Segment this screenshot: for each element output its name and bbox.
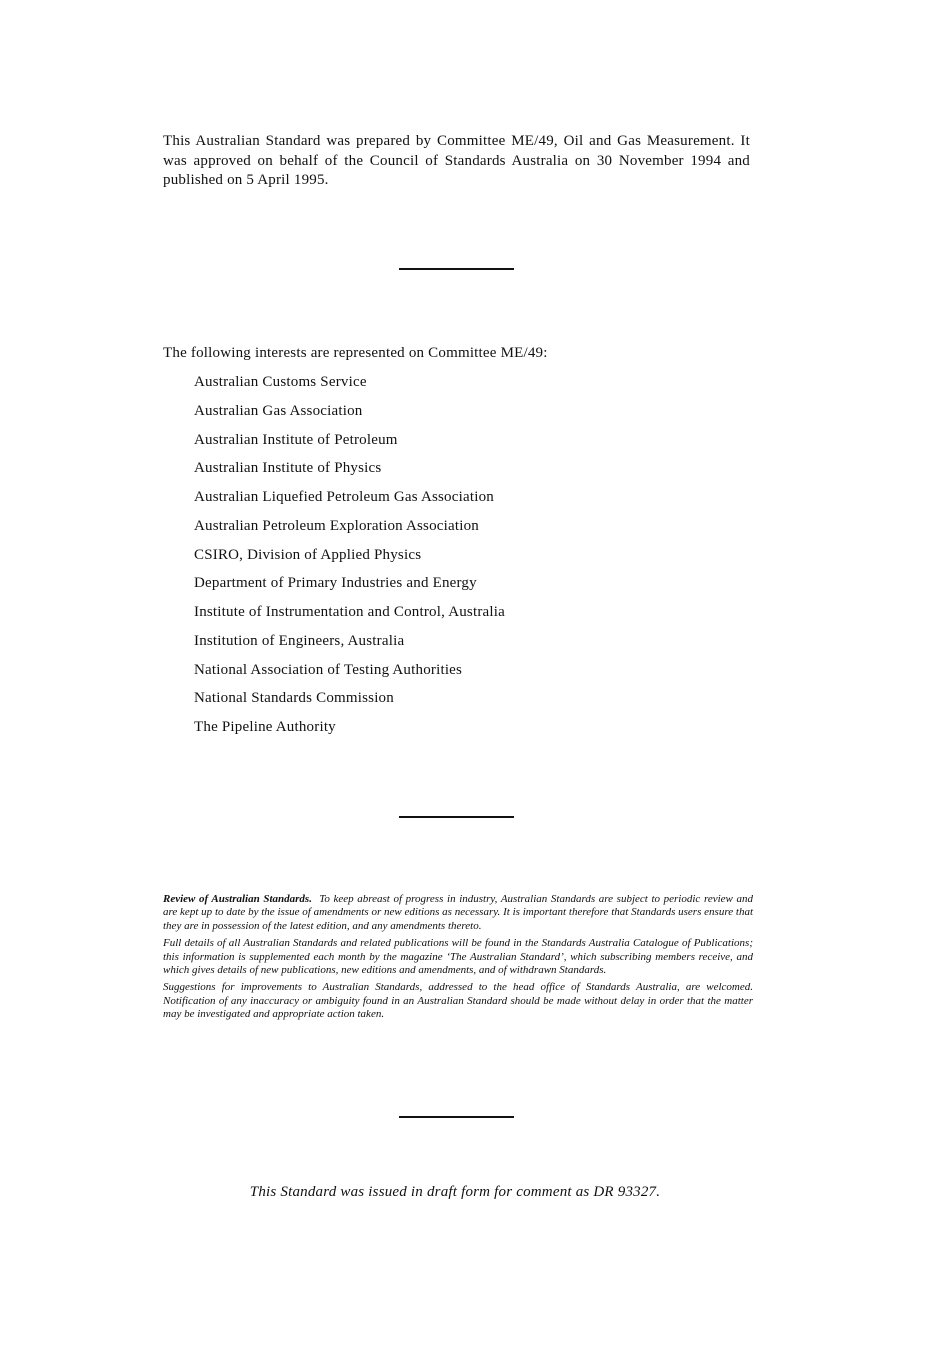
review-paragraph: [163, 893, 753, 933]
section-divider: [399, 816, 514, 818]
list-item: The Pipeline Authority: [194, 719, 336, 735]
list-item: Australian Institute of Physics: [194, 460, 382, 477]
list-item: Institute of Instrumentation and Control, Australia: [194, 604, 505, 620]
list-item: Australian Institute of Petroleum: [194, 431, 398, 448]
list-item: National Standards Commission: [194, 690, 394, 707]
list-item: Australian Gas Association: [194, 402, 363, 419]
list-item: Australian Customs Service: [194, 374, 367, 390]
preparation-statement: This Australian Standard was prepared by Committee ME/49, Oil and Gas Measurement. It was approved on behalf of the Council of Standards Australia on 30 November 1994 and published on 5 April 1995.: [163, 133, 750, 188]
section-divider: [399, 268, 514, 270]
review-heading: Review of Australian Standards.: [163, 893, 312, 905]
interests-list: [194, 373, 505, 747]
list-item: Australian Petroleum Exploration Association: [194, 517, 480, 534]
interests-heading: The following interests are represented on Committee ME/49:: [163, 345, 548, 361]
suggestions-paragraph: Suggestions for improvements to Australian Standards, addressed to the head office of Standards Australia, are welcomed. Notification of any inaccuracy or ambiguity found in an Australian Standard should be made without delay in order that the matter may be investigated and appropriate action taken.: [163, 981, 753, 1021]
catalogue-paragraph: Full details of all Australian Standards and related publications will be found in the Standards Australia Catalogue of Publications; this information is supplemented each month by the magazine ‘The Australian Standard’, which subscribing members receive, and which gives details of new publications, new editions and amendments, and of withdrawn Standards.: [163, 937, 753, 977]
review-text: To keep abreast of progress in industry, Australian Standards are subject to periodic review and are kept up to date by the issue of amendments or new editions as necessary. It is important therefore that Standards users ensure that they are in possession of the latest edition, and any amendments thereto.: [163, 893, 753, 932]
list-item: Institution of Engineers, Australia: [194, 632, 405, 649]
section-divider: [399, 1116, 514, 1118]
list-item: CSIRO, Division of Applied Physics: [194, 546, 422, 563]
list-item: Department of Primary Industries and Energy: [194, 575, 477, 592]
draft-notice: This Standard was issued in draft form for comment as DR 93327.: [249, 1184, 661, 1200]
list-item: National Association of Testing Authorities: [194, 661, 463, 678]
list-item: Australian Liquefied Petroleum Gas Association: [194, 489, 494, 505]
review-notice: [163, 893, 753, 1026]
